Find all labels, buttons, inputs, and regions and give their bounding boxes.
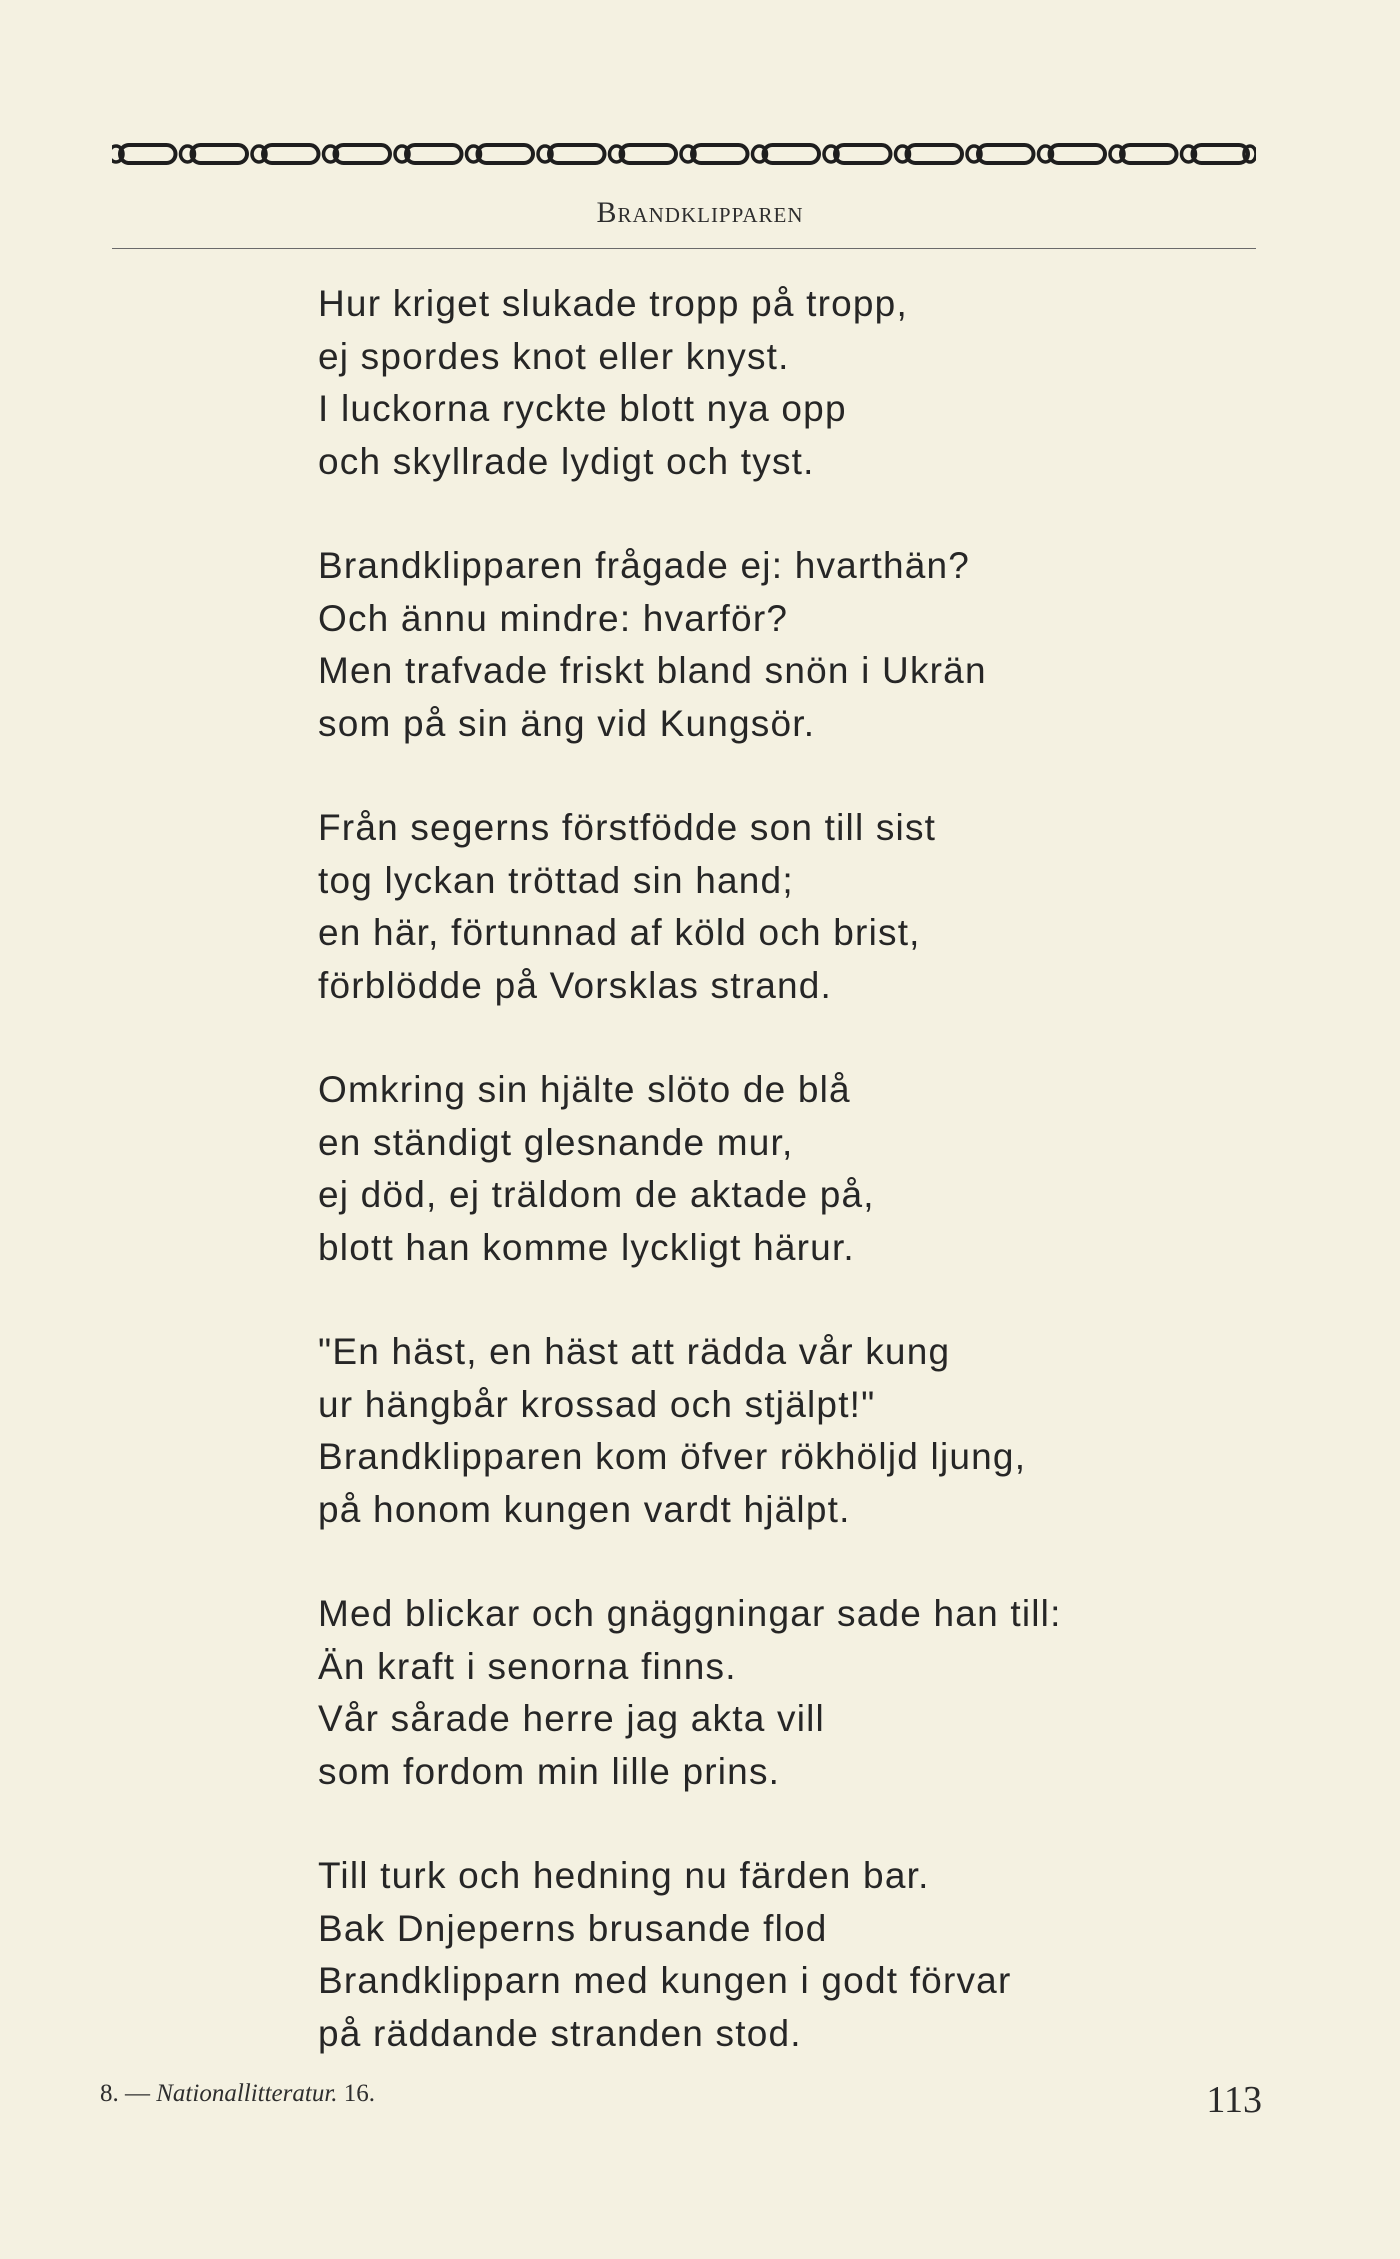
stanza [318,1326,1258,1536]
signature-title: Nationallitteratur. [156,2080,338,2107]
poem-line: Brandklipparen frågade ej: hvarthän? [318,545,971,586]
poem-line: som på sin äng vid Kungsör. [318,702,816,744]
poem-line: Brandklipparen kom öfver rökhöljd ljung, [318,1436,1027,1477]
header-rule [112,248,1256,249]
chain-link [406,145,462,163]
chain-link [1121,145,1177,163]
poem-line: Hur kriget slukade tropp på tropp, [318,283,908,324]
chain-link [335,145,391,163]
poem-line: Bak Dnjeperns brusande flod [318,1907,828,1949]
chain-link [621,145,677,163]
chain-link [1193,145,1249,163]
poem-line: Än kraft i senorna finns. [318,1645,737,1687]
poem-line: på honom kungen vardt hjälpt. [318,1488,851,1530]
chain-link [263,145,319,163]
volume-number: 16. [343,2080,376,2107]
stanza [318,1064,1258,1274]
chain-link [978,145,1034,163]
poem-line: och skyllrade lydigt och tyst. [318,440,815,482]
poem-line: Och ännu mindre: hvarför? [318,597,789,639]
chain-ornament [112,141,1256,167]
stanza [318,802,1258,1012]
poem-line: som fordom min lille prins. [318,1750,781,1792]
poem [318,278,1258,2112]
chain-link [764,145,820,163]
poem-line: en här, förtunnad af köld och brist, [318,912,921,953]
stanza [318,1850,1258,2060]
poem-line: ej spordes knot eller knyst. [318,335,790,377]
poem-line: Till turk och hedning nu färden bar. [318,1855,930,1896]
stanza [318,278,1258,488]
chain-link [1050,145,1106,163]
footer-dash: — [125,2080,150,2107]
poem-line: Från segerns förstfödde son till sist [318,807,937,848]
signature-line [100,2080,375,2108]
stanza [318,1588,1258,1798]
sheet-number: 8. [100,2080,119,2107]
stanza [318,540,1258,750]
poem-line: "En häst, en häst att rädda vår kung [318,1331,951,1372]
poem-line: på räddande stranden stod. [318,2012,802,2054]
chain-ring [112,146,123,162]
chain-link [478,145,534,163]
chain-link [835,145,891,163]
poem-line: en ständigt glesnande mur, [318,1121,794,1163]
chain-link [549,145,605,163]
poem-line: I luckorna ryckte blott nya opp [318,388,847,429]
poem-line: Vår sårade herre jag akta vill [318,1698,825,1739]
poem-line: ur hängbår krossad och stjälpt!" [318,1383,876,1425]
poem-line: ej död, ej träldom de aktade på, [318,1174,875,1215]
running-head: Brandklipparen [596,196,804,229]
chain-link [192,145,248,163]
chain-link [692,145,748,163]
chain-link [120,145,176,163]
chain-link [907,145,963,163]
poem-line: tog lyckan tröttad sin hand; [318,859,794,901]
poem-line: Brandklipparn med kungen i godt förvar [318,1960,1012,2001]
poem-line: förblödde på Vorsklas strand. [318,964,833,1006]
poem-line: Med blickar och gnäggningar sade han till: [318,1593,1062,1634]
poem-line: blott han komme lyckligt härur. [318,1226,855,1268]
page-number: 113 [1206,2079,1262,2121]
poem-line: Omkring sin hjälte slöto de blå [318,1069,851,1110]
poem-line: Men trafvade friskt bland snön i Ukrän [318,650,987,691]
